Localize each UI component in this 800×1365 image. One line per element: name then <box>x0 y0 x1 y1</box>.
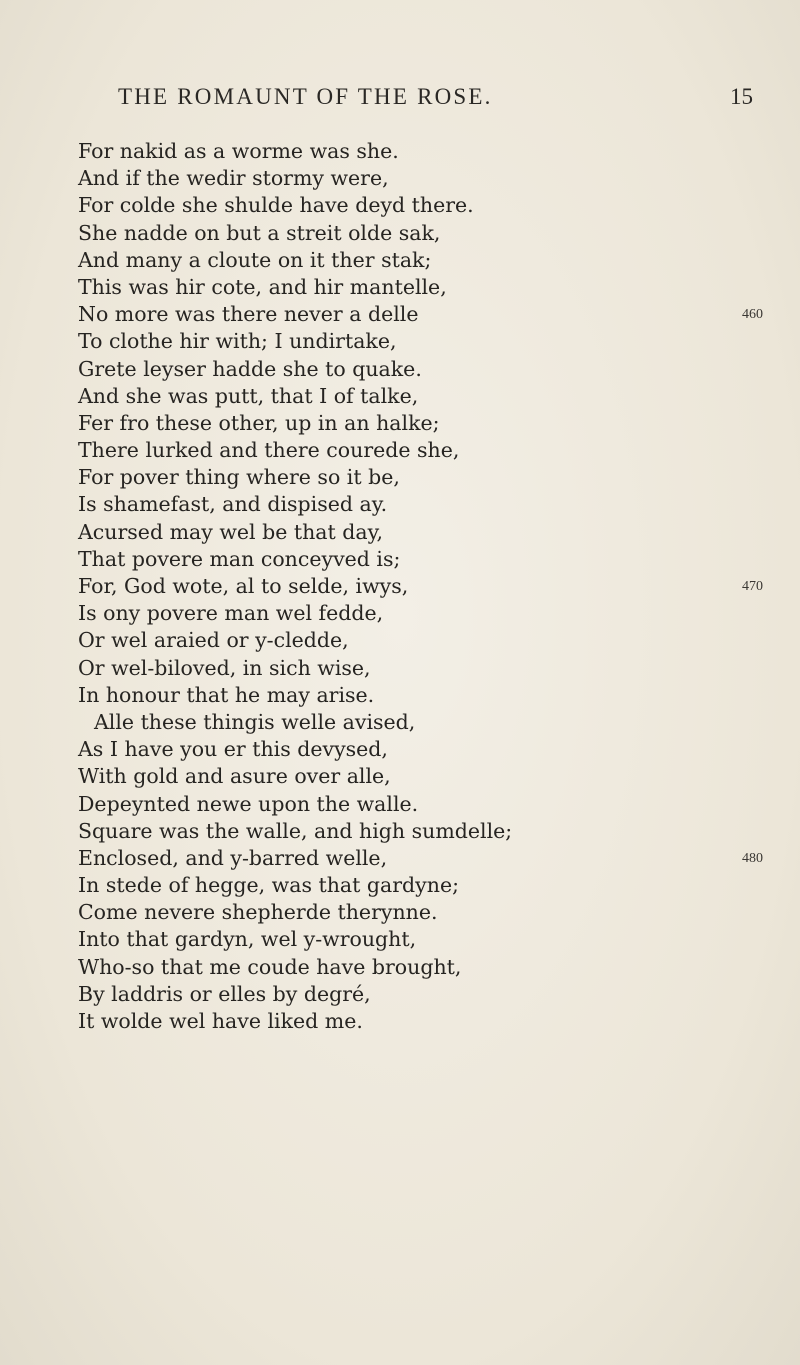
verse-text: Alle these thingis welle avised, <box>94 709 416 734</box>
verse-text: It wolde wel have liked me. <box>78 1009 363 1033</box>
verse-text: Come nevere shepherde therynne. <box>78 900 438 925</box>
verse-line <box>78 356 778 383</box>
verse-text: Is ony povere man wel fedde, <box>78 601 384 626</box>
verse-text: Depeynted newe upon the walle. <box>78 791 419 816</box>
verse-line <box>78 1008 778 1035</box>
verse-line <box>78 138 778 165</box>
running-title: THE ROMAUNT OF THE ROSE. <box>118 84 493 109</box>
verse-line <box>78 627 778 654</box>
verse-text: For pover thing where so it be, <box>78 465 400 490</box>
page-number: 15 <box>730 84 753 109</box>
verse-line <box>78 926 778 953</box>
verse-line <box>78 192 778 219</box>
running-head <box>0 84 800 114</box>
line-number: 470 <box>742 579 763 594</box>
verse-text: Is shamefast, and dispised ay. <box>78 492 388 517</box>
verse-text: With gold and asure over alle, <box>78 764 391 789</box>
verse-text: By laddris or elles by degré, <box>78 981 371 1006</box>
verse-text: In honour that he may arise. <box>78 682 375 707</box>
verse-line <box>78 437 778 464</box>
verse-line <box>78 410 778 437</box>
verse-line <box>78 546 778 573</box>
verse-line <box>78 791 778 818</box>
verse-text: No more was there never a delle <box>78 302 419 327</box>
line-number: 480 <box>742 850 763 866</box>
verse-text: To clothe hir with; I undirtake, <box>78 329 397 354</box>
verse-line <box>78 165 778 192</box>
verse-text: Who-so that me coude have brought, <box>78 954 462 979</box>
verse-line <box>78 220 778 247</box>
verse-line <box>78 709 778 736</box>
verse-text: There lurked and there courede she, <box>78 438 460 463</box>
verse-line <box>78 301 778 328</box>
verse-line <box>78 519 778 546</box>
verse-line <box>78 954 778 981</box>
verse-text: And many a cloute on it ther stak; <box>78 247 432 272</box>
verse-text: For colde she shulde have deyd there. <box>78 193 474 218</box>
verse-line <box>78 763 778 790</box>
verse-line <box>78 655 778 682</box>
verse-text: Or wel-biloved, in sich wise, <box>78 655 371 680</box>
line-number: 460 <box>742 307 763 323</box>
verse-text: Acursed may wel be that day, <box>78 519 383 544</box>
verse-text: As I have you er this devysed, <box>78 737 388 762</box>
verse-text: She nadde on but a streit olde sak, <box>78 220 441 245</box>
poem-text <box>78 138 778 1035</box>
verse-line <box>78 845 778 872</box>
verse-text: This was hir cote, and hir mantelle, <box>78 274 447 299</box>
verse-line <box>78 464 778 491</box>
verse-line <box>78 573 778 600</box>
verse-text: Square was the walle, and high sumdelle; <box>78 818 513 843</box>
verse-text: For, God wote, al to selde, iwys, <box>78 574 409 598</box>
verse-text: And if the wedir stormy were, <box>78 166 389 191</box>
verse-line <box>78 247 778 274</box>
verse-line <box>78 899 778 926</box>
verse-text: That povere man conceyved is; <box>78 546 401 571</box>
verse-line <box>78 818 778 845</box>
verse-line <box>78 600 778 627</box>
verse-text: And she was putt, that I of talke, <box>78 383 419 408</box>
verse-text: For nakid as a worme was she. <box>78 139 399 163</box>
verse-line <box>78 981 778 1008</box>
verse-text: Into that gardyn, wel y-wrought, <box>78 927 417 952</box>
verse-line <box>78 383 778 410</box>
verse-text: Or wel araied or y-cledde, <box>78 628 349 653</box>
verse-text: Enclosed, and y-barred welle, <box>78 845 388 870</box>
verse-text: Grete leyser hadde she to quake. <box>78 356 422 381</box>
verse-line <box>78 328 778 355</box>
verse-line <box>78 274 778 301</box>
verse-text: Fer fro these other, up in an halke; <box>78 410 440 435</box>
verse-text: In stede of hegge, was that gardyne; <box>78 873 459 898</box>
verse-line <box>78 872 778 899</box>
verse-line <box>78 682 778 709</box>
verse-line <box>78 736 778 763</box>
verse-line <box>78 491 778 518</box>
